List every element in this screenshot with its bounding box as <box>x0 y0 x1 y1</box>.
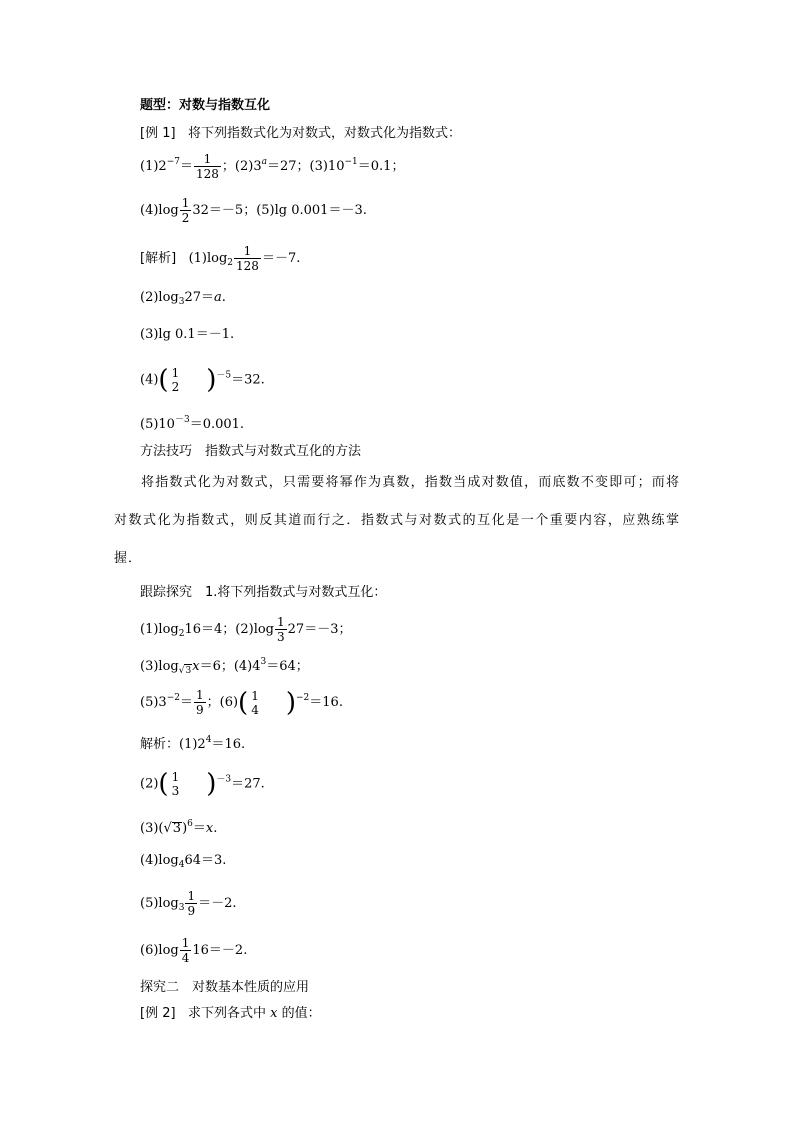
solution-1-line-4 <box>140 366 265 394</box>
math-exponent: −2 <box>296 693 310 703</box>
math-text: 求下列各式中 <box>187 1006 266 1021</box>
fraction-base: $\frac{1}{3}$ <box>277 615 285 644</box>
math-exponent: －5 <box>216 370 232 381</box>
method-heading: 方法技巧 指数式与对数式互化的方法 <box>140 444 362 459</box>
math-exponent: −2 <box>166 693 180 703</box>
math-text: (5)10 <box>140 417 175 432</box>
math-subscript: √3 <box>178 666 192 676</box>
math-text: (5)lg 0.001＝－3. <box>256 203 367 218</box>
fraction: 1 3 <box>171 770 180 798</box>
example-2-prompt <box>140 1006 321 1022</box>
radicand: 3 <box>172 821 182 836</box>
right-paren: ) <box>206 769 217 799</box>
math-subscript: 3 <box>178 903 185 913</box>
fraction-base: $\frac{1}{2}$ <box>181 196 190 225</box>
practice-line-1 <box>140 615 351 644</box>
example-label: [例 2] <box>140 1006 176 1021</box>
example-1-items-line-2 <box>140 196 367 225</box>
math-text: (4) <box>140 372 159 388</box>
math-subscript: 4 <box>178 860 185 870</box>
solution-1-line-2 <box>140 290 226 310</box>
right-paren: ) <box>285 687 296 718</box>
math-text: (3)10 <box>309 159 345 174</box>
solution-2-line-5 <box>140 889 237 918</box>
left-paren: ( <box>158 365 169 395</box>
solution-2-line-6 <box>140 936 247 965</box>
fraction: $\frac{1}{128}$ <box>195 152 219 181</box>
math-text: 16＝4；(2)log <box>184 622 275 637</box>
solution-1-line-3: (3)lg 0.1＝－1. <box>140 327 235 342</box>
math-text: 16＝－2. <box>192 943 248 958</box>
solution-2-line-1 <box>140 732 245 753</box>
math-text: ＝64； <box>266 659 309 674</box>
math-text: (5)3 <box>140 695 167 710</box>
math-text: (2) <box>140 776 159 792</box>
math-text: (3)log <box>140 659 179 674</box>
math-text: (3)( <box>140 821 164 836</box>
math-text: . <box>213 821 218 836</box>
sqrt-symbol: √ <box>163 821 172 836</box>
method-paragraph: 将指数式化为对数式，只需要将幂作为真数，指数当成对数值，而底数不变即可；而将对数式化为指数式，则反其道而行之．指数式与对数式的互化是一个重要内容，应熟练掌握． <box>114 475 680 566</box>
math-exponent: －3 <box>216 774 232 785</box>
section-title: 题型：对数与指数互化 <box>140 98 271 113</box>
math-text: ＝27； <box>266 159 310 174</box>
math-text: 64＝3. <box>184 853 227 868</box>
example-1-prompt <box>140 126 461 142</box>
right-paren: ) <box>206 365 217 395</box>
math-exponent: 3 <box>260 657 267 667</box>
math-text: ＝0.1； <box>357 159 405 174</box>
math-text: (2)3 <box>234 159 262 174</box>
math-text: ＝ <box>192 821 206 836</box>
solution-1-line-1 <box>140 244 300 273</box>
math-exponent: －3 <box>174 415 190 425</box>
math-text: 32＝－5； <box>192 203 257 218</box>
math-text: . <box>221 290 226 305</box>
math-variable: a <box>214 290 222 305</box>
solution-2-line-3 <box>140 816 217 837</box>
math-subscript: 2 <box>178 629 185 639</box>
fraction: 1 2 <box>171 366 180 394</box>
math-text: ＝ <box>179 159 193 174</box>
solution-2-line-4 <box>140 853 226 873</box>
math-exponent: −7 <box>166 157 180 167</box>
math-text: 27＝ <box>184 290 215 305</box>
fraction-base: $\frac{1}{4}$ <box>181 936 190 965</box>
math-text: (1)2 <box>140 159 167 174</box>
math-exponent: 4 <box>205 735 212 745</box>
math-variable: x <box>192 659 200 674</box>
math-subscript: 3 <box>178 297 185 307</box>
solution-1-line-5 <box>140 412 244 433</box>
math-text: ＝16. <box>309 695 343 710</box>
solution-label: [解析] <box>140 251 177 266</box>
math-exponent: 6 <box>187 819 193 829</box>
practice-line-2 <box>140 654 309 679</box>
math-text: ；(6) <box>206 695 239 710</box>
practice-heading: 跟踪探究 1.将下列指数式与对数式互化： <box>140 585 387 600</box>
section-2-heading: 探究二 对数基本性质的应用 <box>140 980 310 995</box>
math-text: (1)2 <box>179 737 206 752</box>
solution-2-line-2 <box>140 770 265 798</box>
fraction: $\frac{1}{9}$ <box>195 688 204 717</box>
math-text: ＝6；(4)4 <box>199 659 261 674</box>
math-variable: x <box>205 821 214 836</box>
math-text: ＝－2. <box>198 896 237 911</box>
math-subscript: 2 <box>227 258 234 268</box>
math-text: ； <box>221 159 235 174</box>
example-prompt-text: 将下列指数式化为对数式，对数式化为指数式： <box>187 126 461 141</box>
math-text: ＝32. <box>231 372 265 388</box>
fraction: $\frac{1}{9}$ <box>187 889 196 918</box>
math-text: ＝27. <box>231 776 265 792</box>
math-text: (6)log <box>140 943 179 958</box>
math-text: (5)log <box>140 896 179 911</box>
math-text: ) <box>182 821 188 836</box>
fraction: 1 4 <box>251 688 259 717</box>
math-text: (1)log <box>188 251 228 266</box>
math-text: 27＝－3； <box>287 622 352 637</box>
example-label: [例 1] <box>140 126 176 141</box>
math-text: ＝0.001. <box>189 417 245 432</box>
solution-label: 解析： <box>140 737 180 752</box>
math-text: ＝ <box>179 695 193 710</box>
example-1-items-line-1 <box>140 152 404 181</box>
left-paren: ( <box>158 769 169 799</box>
math-text: (4)log <box>140 203 179 218</box>
practice-line-3 <box>140 688 343 717</box>
math-text: (1)log <box>140 622 179 637</box>
math-text: (4)log <box>140 853 179 868</box>
left-paren: ( <box>238 687 249 718</box>
math-text: 的值： <box>281 1006 321 1021</box>
math-text: ＝16. <box>211 737 246 752</box>
math-exponent: −1 <box>344 157 358 167</box>
math-text: ＝－7. <box>261 251 301 266</box>
fraction: $\frac{1}{128}$ <box>236 244 259 273</box>
math-text: (2)log <box>140 290 179 305</box>
math-variable: x <box>270 1006 278 1021</box>
math-exponent: a <box>261 157 267 167</box>
